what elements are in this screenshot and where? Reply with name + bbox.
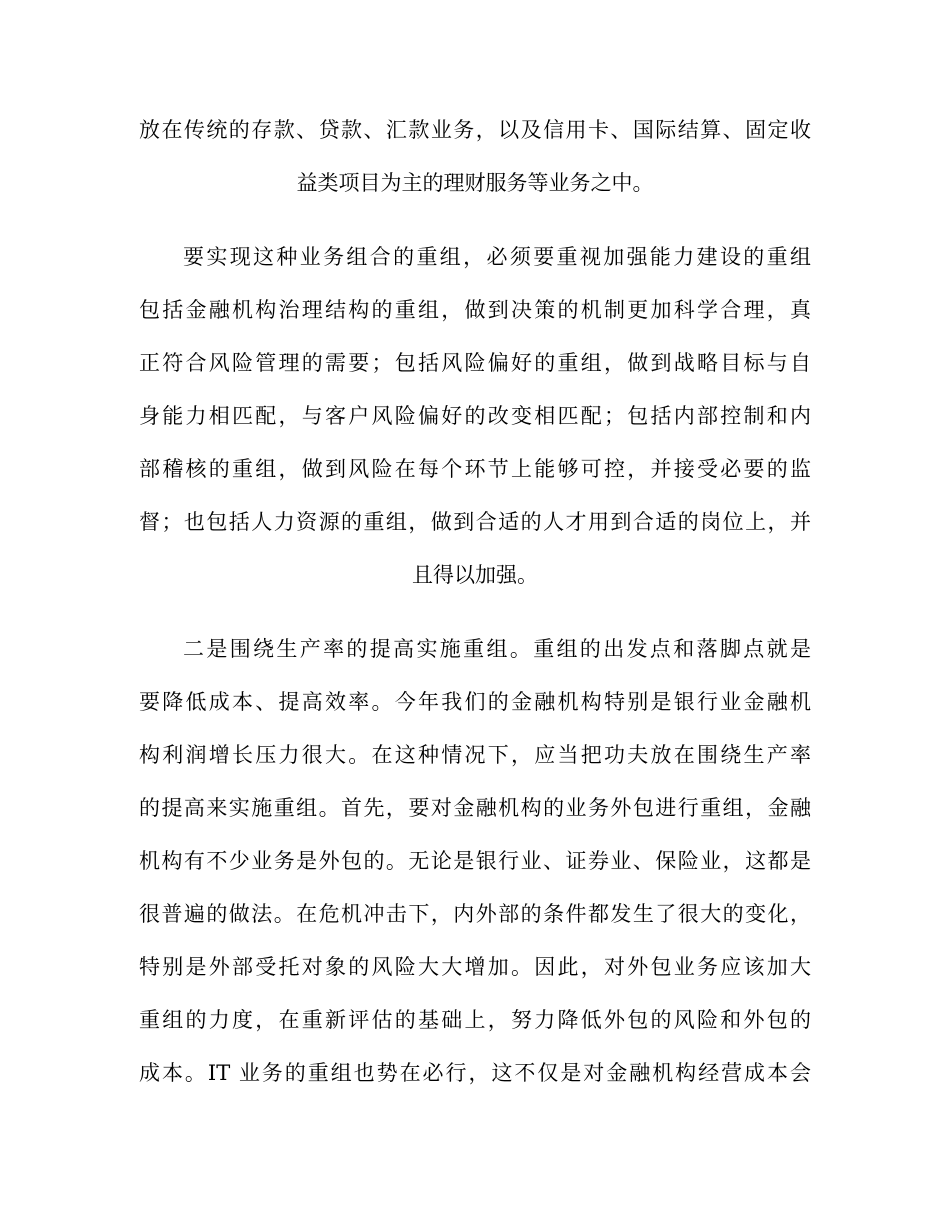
- text-line: 且得以加强。: [412, 563, 538, 587]
- text-line: 部稽核的重组，做到风险在每个环节上能够可控，并接受必要的监: [139, 457, 811, 481]
- text-line: 放在传统的存款、贷款、汇款业务，以及信用卡、国际结算、固定收: [139, 118, 811, 142]
- text-line: 构利润增长压力很大。在这种情况下，应当把功夫放在围绕生产率: [139, 743, 811, 767]
- text-line: 成本。IT 业务的重组也势在必行，这不仅是对金融机构经营成本会: [139, 1061, 811, 1085]
- text-line: 的提高来实施重组。首先，要对金融机构的业务外包进行重组，金融: [139, 796, 811, 820]
- text-line: 正符合风险管理的需要；包括风险偏好的重组，做到战略目标与自: [139, 351, 811, 375]
- text-line: 督；也包括人力资源的重组，做到合适的人才用到合适的岗位上，并: [139, 510, 811, 534]
- text-line: 重组的力度，在重新评估的基础上，努力降低外包的风险和外包的: [139, 1008, 811, 1032]
- paragraph-first-line: 要实现这种业务组合的重组，必须要重视加强能力建设的重组: [183, 245, 811, 269]
- text-line: 机构有不少业务是外包的。无论是银行业、证券业、保险业，这都是: [139, 849, 811, 873]
- text-line: 要降低成本、提高效率。今年我们的金融机构特别是银行业金融机: [139, 690, 811, 714]
- text-line: 益类项目为主的理财服务等业务之中。: [296, 171, 654, 195]
- text-line: 包括金融机构治理结构的重组，做到决策的机制更加科学合理，真: [139, 298, 811, 322]
- text-line: 很普遍的做法。在危机冲击下，内外部的条件都发生了很大的变化，: [139, 902, 811, 926]
- paragraph-first-line: 二是围绕生产率的提高实施重组。重组的出发点和落脚点就是: [183, 637, 811, 661]
- text-line: 特别是外部受托对象的风险大大增加。因此，对外包业务应该加大: [139, 955, 811, 979]
- text-line: 身能力相匹配，与客户风险偏好的改变相匹配；包括内部控制和内: [139, 404, 811, 428]
